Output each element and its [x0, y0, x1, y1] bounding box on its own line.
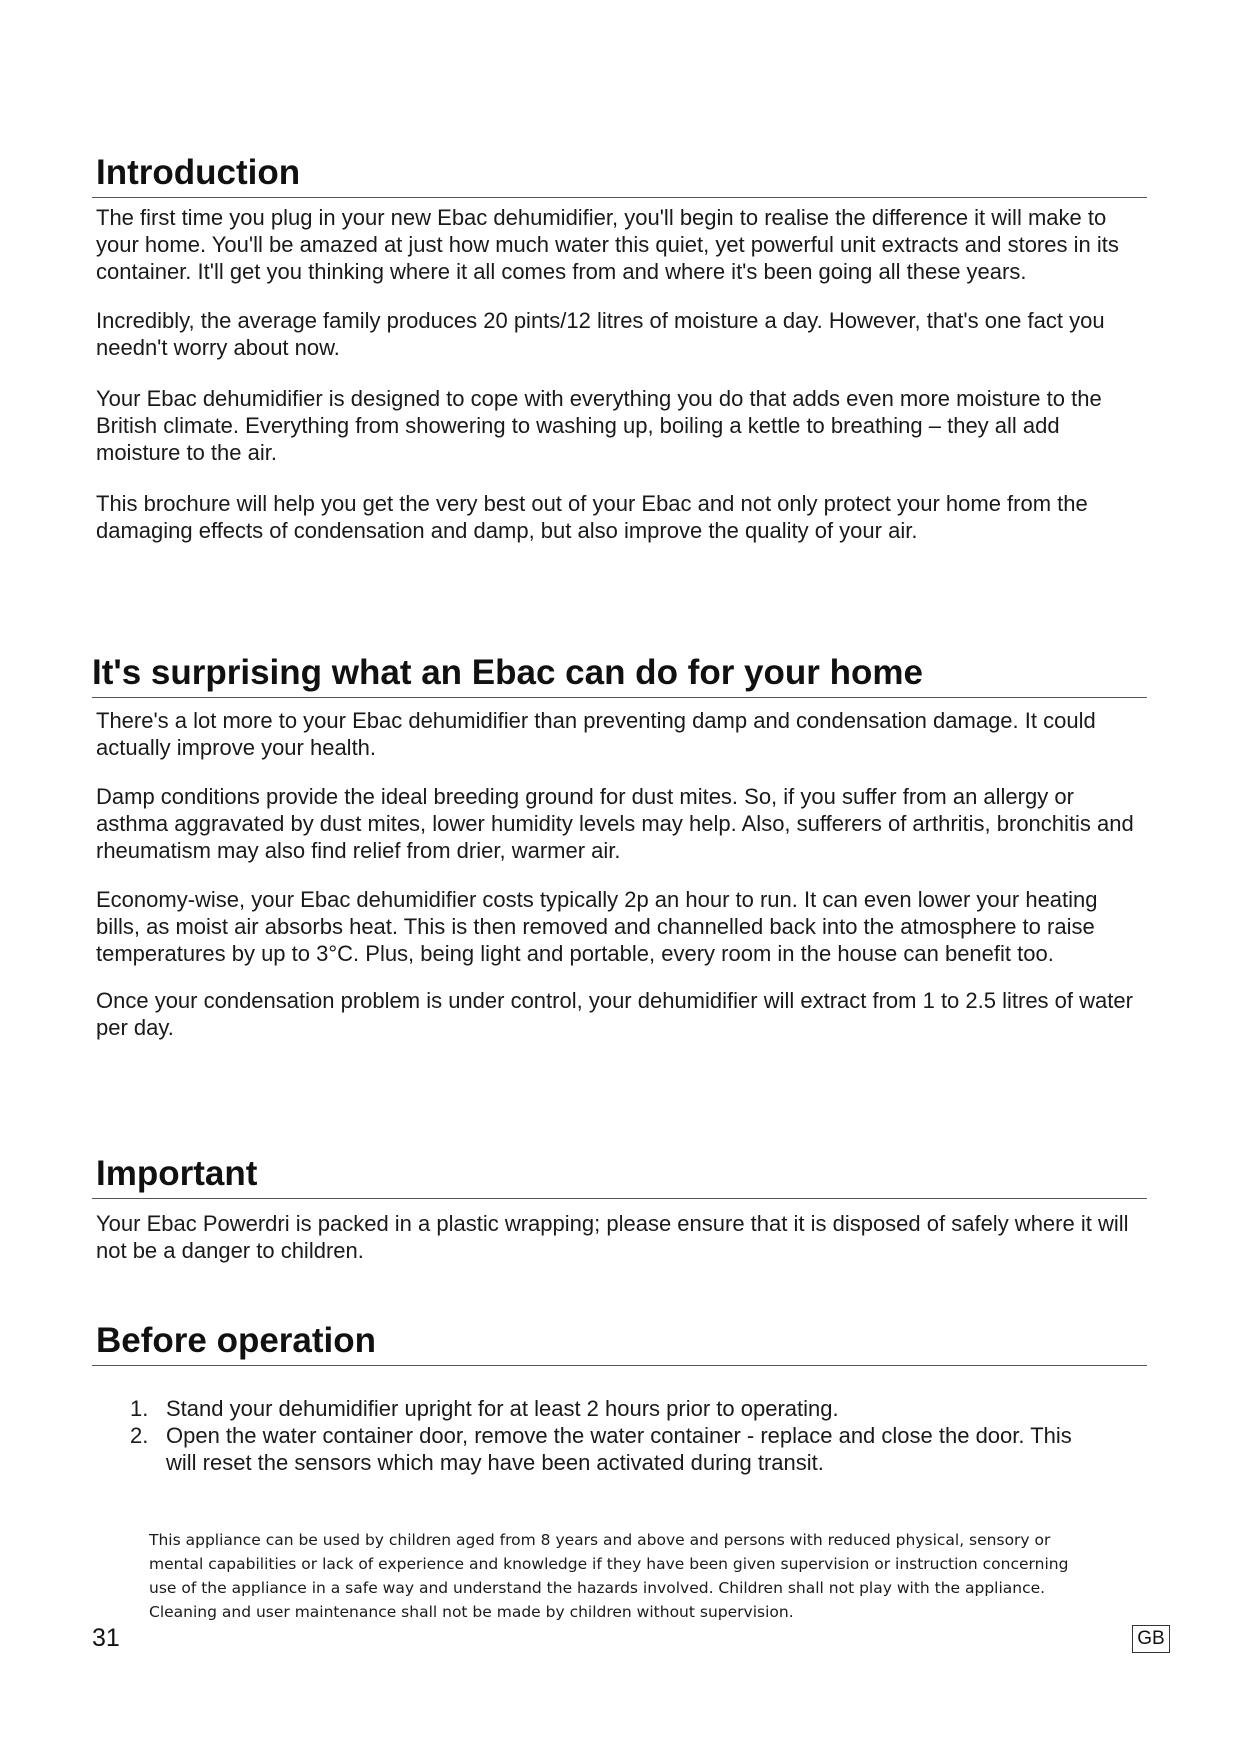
benefits-section	[92, 652, 1147, 1041]
benefits-paragraph: Once your condensation problem is under control, your dehumidifier will extract from 1 to 2.5 litres of water per day.	[96, 988, 1133, 1040]
safety-notice: This appliance can be used by children aged from 8 years and above and persons with reduced physical, sensory or mental capabilities or lack of experience and knowledge if they have been given supervision or instruction concerning use of the appliance in a safe way and understand the hazards involved. Children shall not play with the appliance. Cleaning and user maintenance shall not be made by children without supervision.	[149, 1531, 1069, 1621]
benefits-paragraph: Economy-wise, your Ebac dehumidifier costs typically 2p an hour to run. It can even lower your heating bills, as moist air absorbs heat. This is then removed and channelled back into the atmosphere to raise temperatures by up to 3°C. Plus, being light and portable, every room in the house can benefit too.	[96, 887, 1098, 966]
operation-step	[130, 1395, 1090, 1422]
important-heading: Important	[92, 1153, 1147, 1199]
step-text: Open the water container door, remove the water container - replace and close the door. This will reset the sensors which may have been activated during transit.	[166, 1423, 1072, 1475]
step-text: Stand your dehumidifier upright for at least 2 hours prior to operating.	[166, 1396, 839, 1421]
page-number: 31	[92, 1624, 120, 1652]
introduction-paragraph: Incredibly, the average family produces 20 pints/12 litres of moisture a day. However, that's one fact you needn't worry about now.	[96, 308, 1105, 360]
step-number: 2.	[130, 1423, 149, 1448]
benefits-paragraph: Damp conditions provide the ideal breeding ground for dust mites. So, if you suffer from an allergy or asthma aggravated by dust mites, lower humidity levels may help. Also, sufferers of arthritis, bronchitis and rheumatism may also find relief from drier, warmer air.	[96, 784, 1134, 863]
introduction-section	[92, 152, 1147, 544]
benefits-heading: It's surprising what an Ebac can do for your home	[92, 652, 1147, 698]
introduction-paragraph: Your Ebac dehumidifier is designed to cope with everything you do that adds even more moisture to the British climate. Everything from showering to washing up, boiling a kettle to breathing – they all add moisture to the air.	[96, 386, 1102, 465]
benefits-paragraph: There's a lot more to your Ebac dehumidifier than preventing damp and condensation damage. It could actually improve your health.	[96, 708, 1096, 760]
before-operation-heading: Before operation	[92, 1320, 1147, 1366]
introduction-paragraph: This brochure will help you get the very best out of your Ebac and not only protect your home from the damaging effects of condensation and damp, but also improve the quality of your air.	[96, 491, 1088, 543]
operation-step	[130, 1422, 1090, 1476]
region-badge: GB	[1132, 1625, 1170, 1653]
important-section	[92, 1153, 1147, 1264]
introduction-paragraph: The first time you plug in your new Ebac dehumidifier, you'll begin to realise the difference it will make to your home. You'll be amazed at just how much water this quiet, yet powerful unit extracts and stores in its container. It'll get you thinking where it all comes from and where it's been going all these years.	[96, 205, 1119, 284]
step-number: 1.	[130, 1396, 149, 1421]
operation-steps-list	[130, 1395, 1090, 1476]
important-paragraph: Your Ebac Powerdri is packed in a plastic wrapping; please ensure that it is disposed of safely where it will not be a danger to children.	[96, 1211, 1129, 1263]
introduction-heading: Introduction	[92, 152, 1147, 198]
before-operation-section	[92, 1320, 1147, 1476]
